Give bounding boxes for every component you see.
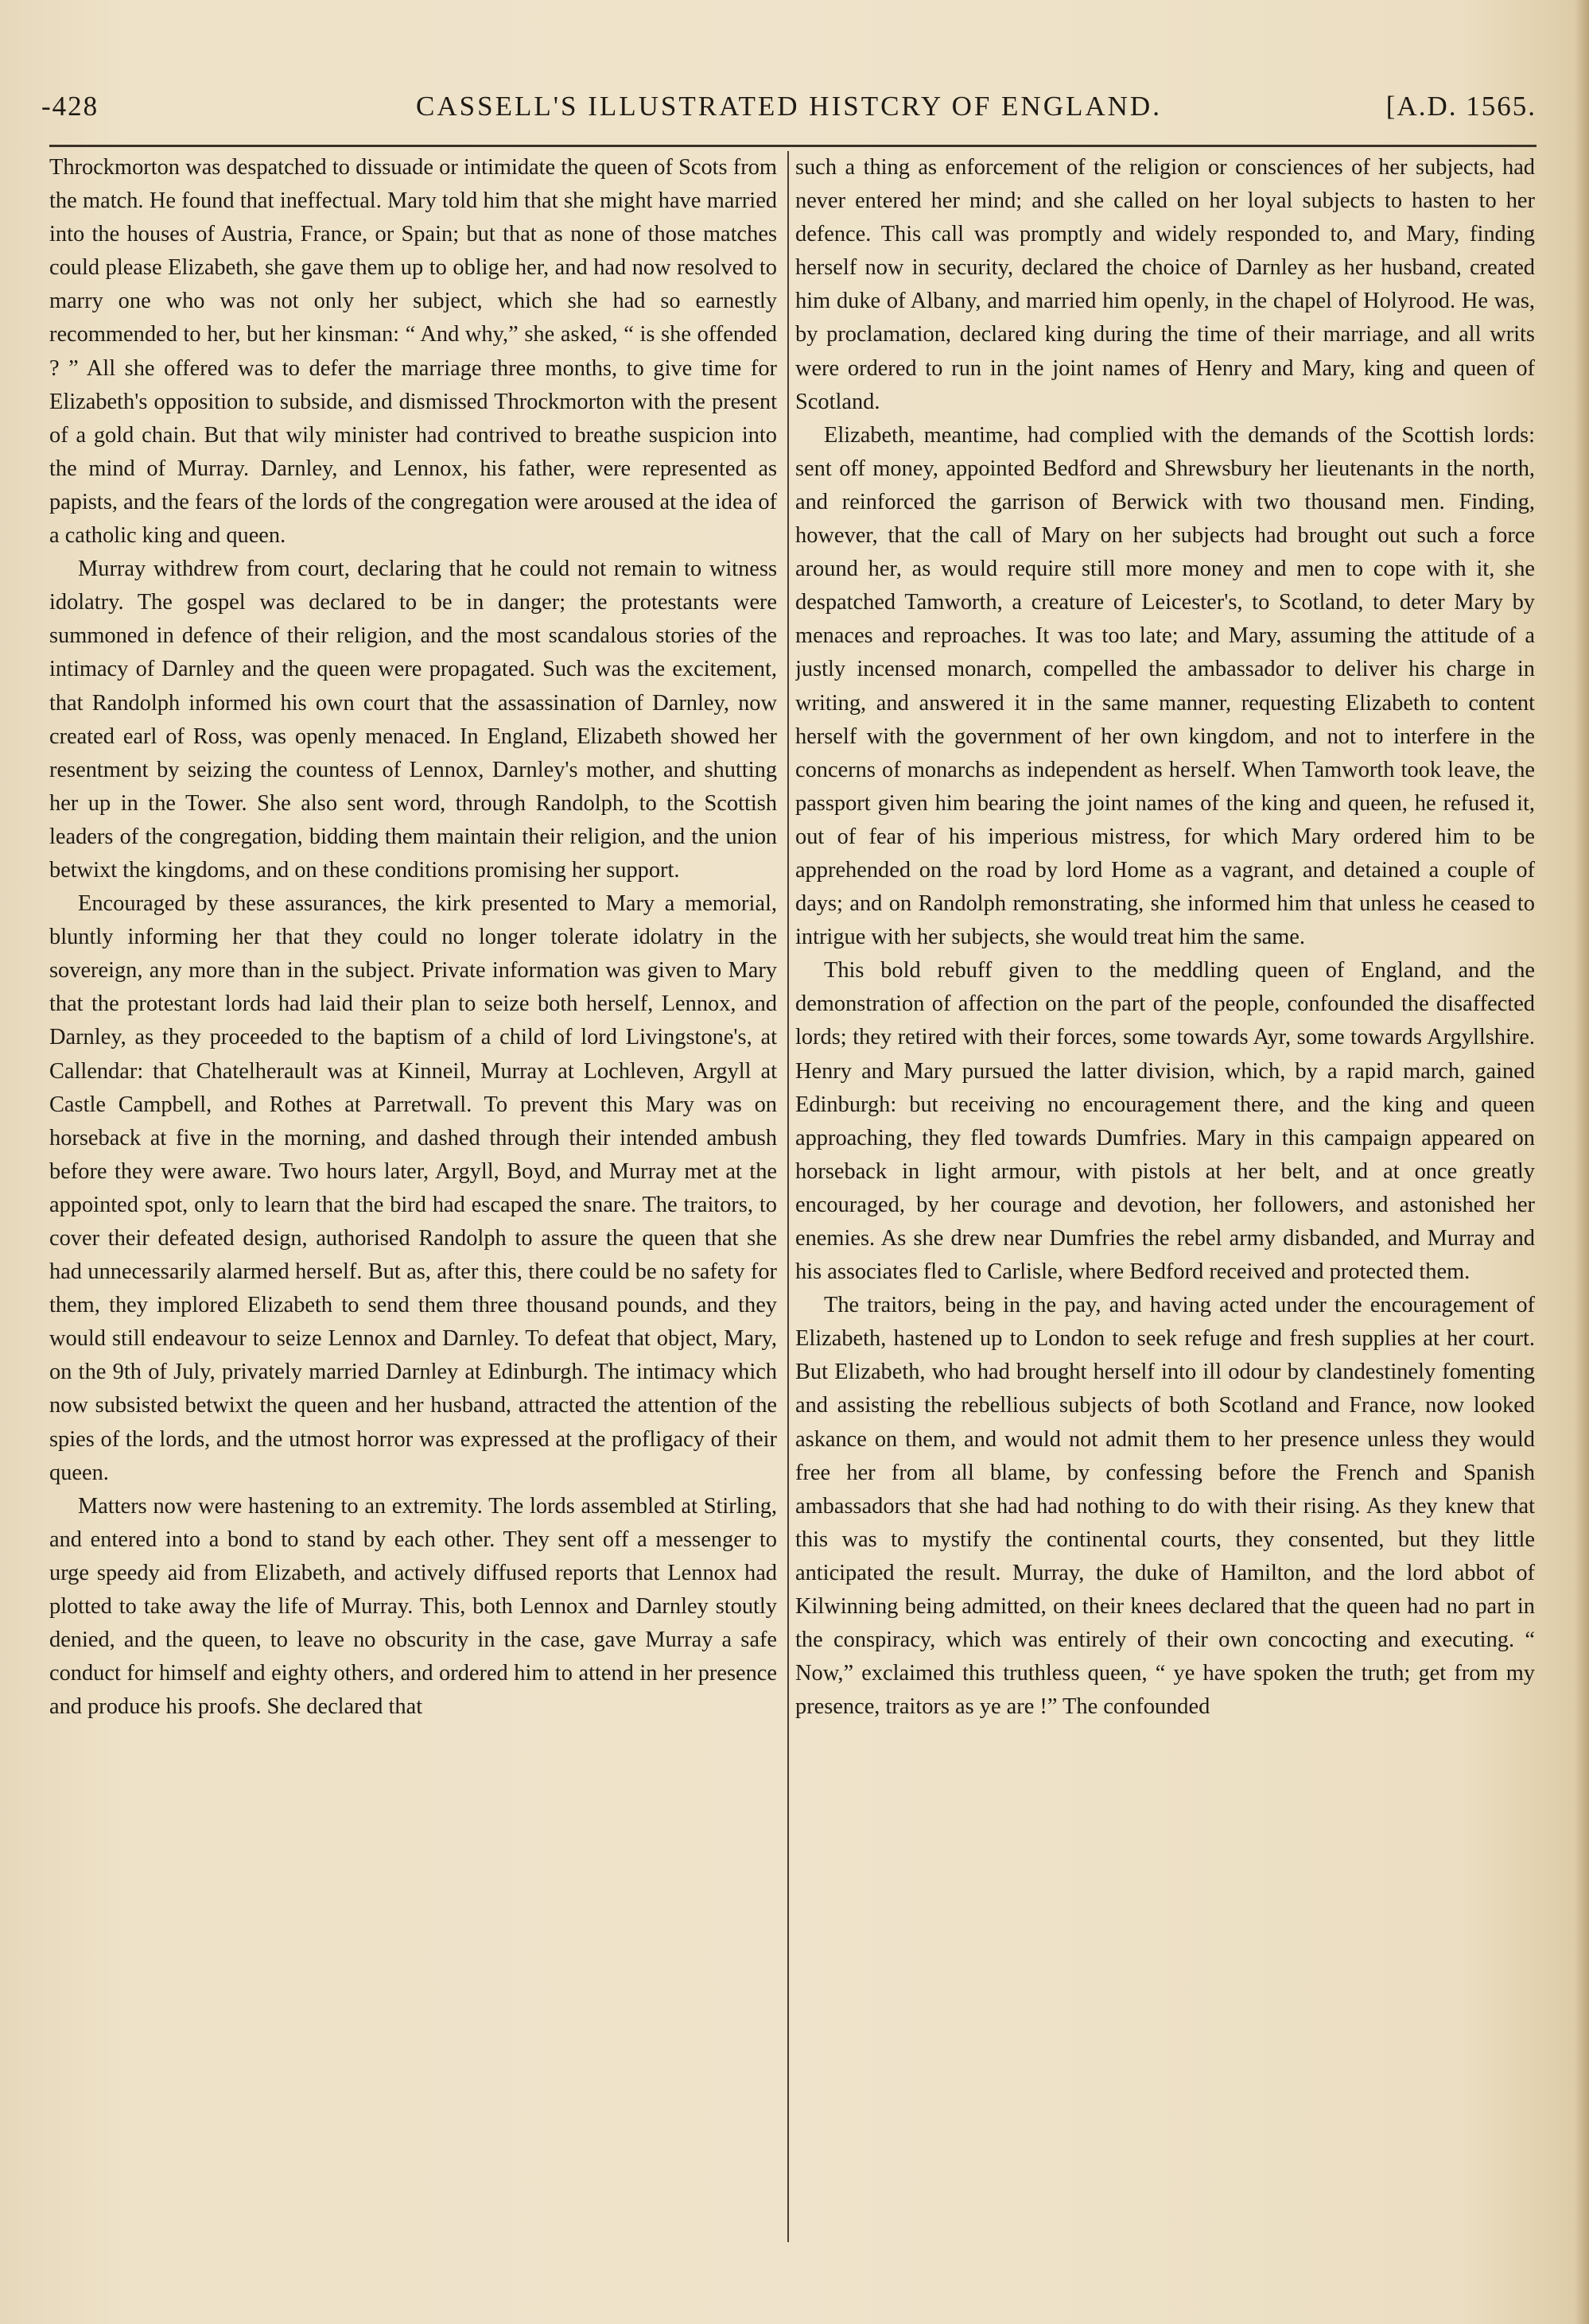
paragraph: This bold rebuff given to the meddling queen of England, and the demonstration of affection on the part of the people, confounded the disaffected lords; they retired with their forces, some towards Ayr, some towards Argyllshire. Henry and Mary pursued the latter division, which, by a rapid march, gained Edinburgh: but receiving no encouragement there, and the king and queen approaching, they fled towards Dumfries. Mary in this campaign appeared on horseback in light armour, with pistols at her belt, and at once greatly encouraged, by her courage and devotion, her followers, and astonished her enemies. As she drew near Dumfries the rebel army disbanded, and Murray and his associates fled to Carlisle, where Bedford received and protected them. — [795, 958, 1535, 1285]
paragraph: Murray withdrew from court, declaring that he could not remain to witness idolatry. The gospel was declared to be in danger; the protestants were summoned in defence of their religion, and the most scandalous stories of the intimacy of Darnley and the queen were propagated. Such was the excitement, that Randolph informed his own court that the assassination of Darnley, now created earl of Ross, was openly menaced. In England, Elizabeth showed her resentment by seizing the countess of Lennox, Darnley's mother, and shutting her up in the Tower. She also sent word, through Randolph, to the Scottish leaders of the congregation, bidding them maintain their religion, and the union betwixt the kingdoms, and on these conditions promising her support. — [49, 557, 777, 883]
left-column — [49, 151, 777, 2282]
page-edge-shadow — [1575, 0, 1589, 2324]
column-divider — [787, 151, 789, 2242]
paragraph: Encouraged by these assurances, the kirk presented to Mary a memorial, bluntly informing her that they could no longer tolerate idolatry in the sovereign, any more than in the subject. Private information was given to Mary that the protestant lords had laid their plan to seize both herself, Lennox, and Darnley, as they proceeded to the baptism of a child of lord Livingstone's, at Callendar: that Chatelherault was at Kinneil, Murray at Lochleven, Argyll at Castle Campbell, and Rothes at Parretwall. To prevent this Mary was on horseback at five in the morning, and dashed through their intended ambush before they were aware. Two hours later, Argyll, Boyd, and Murray met at the appointed spot, only to learn that the bird had escaped the snare. The traitors, to cover their defeated design, authorised Randolph to assure the queen that she had unnecessarily alarmed herself. But as, after this, there could be no safety for them, they implored Elizabeth to send them three thousand pounds, and they would still endeavour to seize Lennox and Darnley. To defeat that object, Mary, on the 9th of July, privately married Darnley at Edinburgh. The intimacy which now subsisted betwixt the queen and her husband, attracted the attention of the spies of the lords, and the utmost horror was expressed at the profligacy of their queen. — [49, 891, 777, 1485]
paragraph: Matters now were hastening to an extremity. The lords assembled at Stirling, and entered into a bond to stand by each other. They sent off a messenger to urge speedy aid from Elizabeth, and actively diffused reports that Lennox had plotted to take away the life of Murray. This, both Lennox and Darnley stoutly denied, and the queen, to leave no obscurity in the case, gave Murray a safe conduct for himself and eighty others, and ordered him to attend in her presence and produce his proofs. She declared that — [49, 1493, 777, 1720]
paragraph: Elizabeth, meantime, had complied with the demands of the Scottish lords: sent off money, appointed Bedford and Shrewsbury her lieutenants in the north, and reinforced the garrison of Berwick with two thousand men. Finding, however, that the call of Mary on her subjects had brought out such a force around her, as would require still more money and men to cope with it, she despatched Tamworth, a creature of Leicester's, to Scotland, to deter Mary by menaces and reproaches. It was too late; and Mary, assuming the attitude of a justly incensed monarch, compelled the ambassador to deliver his charge in writing, and answered it in the same manner, requesting Elizabeth to content herself with the government of her own kingdom, and not to interfere in the concerns of monarchs as independent as herself. When Tamworth took leave, the passport given him bearing the joint names of the king and queen, he refused it, out of fear of his imperious mistress, for which Mary ordered him to be apprehended on the road by lord Home as a vagrant, and detained a couple of days; and on Randolph remonstrating, she informed him that unless he ceased to intrigue with her subjects, she would treat him the same. — [795, 422, 1535, 950]
paragraph: such a thing as enforcement of the religion or consciences of her subjects, had never entered her mind; and she called on her loyal subjects to hasten to her defence. This call was promptly and widely responded to, and Mary, finding herself now in security, declared the choice of Darnley as her husband, created him duke of Albany, and married him openly, in the chapel of Holyrood. He was, by proclamation, declared king during the time of their marriage, and all writs were ordered to run in the joint names of Henry and Mary, king and queen of Scotland. — [795, 155, 1535, 414]
right-column — [795, 151, 1535, 2282]
page-number: -428 — [41, 91, 99, 122]
paragraph: Throckmorton was despatched to dissuade or intimidate the queen of Scots from the match. He found that ineffectual. Mary told him that she might have married into the houses of Austria, France, or Spain; but that as none of those matches could please Elizabeth, she gave them up to oblige her, and had now resolved to marry one who was not only her subject, which she had so earnestly recommended to her, but her kinsman: “ And why,” she asked, “ is she offended ? ” All she offered was to defer the marriage three months, to give time for Elizabeth's opposition to subside, and dismissed Throckmorton with the present of a gold chain. But that wily minister had contrived to breathe suspicion into the mind of Murray. Darnley, and Lennox, his father, were represented as papists, and the fears of the lords of the congregation were aroused at the idea of a catholic king and queen. — [49, 155, 777, 549]
paragraph: The traitors, being in the pay, and having acted under the encouragement of Elizabeth, hastened up to London to seek refuge and fresh supplies at her court. But Elizabeth, who had brought herself into ill odour by clandestinely fomenting and assisting the rebellious subjects of both Scotland and France, now looked askance on them, and would not admit them to her presence unless they would free her from all blame, by confessing before the French and Spanish ambassadors that she had had nothing to do with their rising. As they knew that this was to mystify the continental courts, they consented, but they little anticipated the result. Murray, the duke of Hamilton, and the lord abbot of Kilwinning being admitted, on their knees declared that the queen had no part in the conspiracy, which was entirely of their own concocting and executing. “ Now,” exclaimed this truthless queen, “ ye have spoken the truth; get from my presence, traitors as ye are !” The confounded — [795, 1293, 1535, 1720]
date-label: [A.D. 1565. — [1385, 91, 1537, 122]
page-header — [41, 84, 1537, 132]
running-title: CASSELL'S ILLUSTRATED HISTCRY OF ENGLAND. — [416, 91, 1162, 122]
header-rule — [49, 145, 1537, 147]
